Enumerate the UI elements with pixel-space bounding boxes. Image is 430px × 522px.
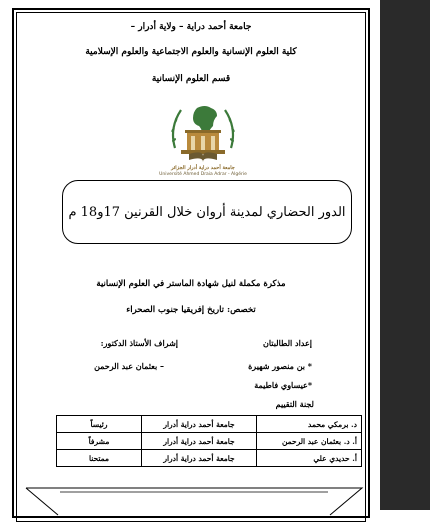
faculty-name: كلية العلوم الإنسانية والعلوم الاجتماعية والعلوم الإسلامية bbox=[85, 47, 297, 57]
member-role: مشرفاً bbox=[57, 433, 142, 450]
memo-description: مذكرة مكملة لنيل شهادة الماستر في العلوم الإنسانية bbox=[96, 279, 286, 289]
table-row bbox=[57, 416, 362, 433]
university-logo bbox=[167, 100, 239, 162]
member-name: أ. د. بعثمان عبد الرحمن bbox=[257, 433, 362, 450]
member-role: ممتحنا bbox=[57, 450, 142, 467]
committee-table bbox=[56, 415, 362, 467]
supervisor-name: – بعثمان عبد الرحمن bbox=[94, 361, 164, 371]
table-row bbox=[57, 433, 362, 450]
student-name-2: *عيساوي فاطيمة bbox=[254, 380, 312, 390]
member-role: رئيساً bbox=[57, 416, 142, 433]
member-institution: جامعة أحمد دراية أدرار bbox=[142, 433, 257, 450]
member-name: أ. حديدي علي bbox=[257, 450, 362, 467]
department-name: قسم العلوم الإنسانية bbox=[151, 74, 231, 84]
logo-caption-arabic: جامعة أحمد دراية أدرار الجزائر bbox=[171, 165, 235, 171]
supervisor-label: إشراف الأستاذ الدكتور: bbox=[100, 338, 178, 348]
member-institution: جامعة أحمد دراية أدرار bbox=[142, 450, 257, 467]
committee-label: لجنة التقييم bbox=[275, 399, 314, 409]
table-row bbox=[57, 450, 362, 467]
students-label: إعداد الطالبتان bbox=[262, 338, 312, 348]
specialization: تخصص: تاريخ إفريقيا جنوب الصحراء bbox=[126, 305, 256, 315]
thesis-title: الدور الحضاري لمدينة أروان خلال القرنين 17و18 م bbox=[68, 204, 346, 220]
bottom-ornament bbox=[24, 486, 364, 516]
logo-caption-french: Université Ahmed Draia Adrar - Algérie bbox=[159, 172, 247, 177]
member-name: د. برمكي محمد bbox=[257, 416, 362, 433]
viewer-sidebar bbox=[380, 0, 430, 510]
student-name-1: * بن منصور شهيرة bbox=[248, 361, 312, 371]
thesis-title-box bbox=[62, 180, 352, 244]
university-name: جامعة أحمد دراية – ولاية أدرار – bbox=[130, 22, 252, 32]
member-institution: جامعة أحمد دراية أدرار bbox=[142, 416, 257, 433]
